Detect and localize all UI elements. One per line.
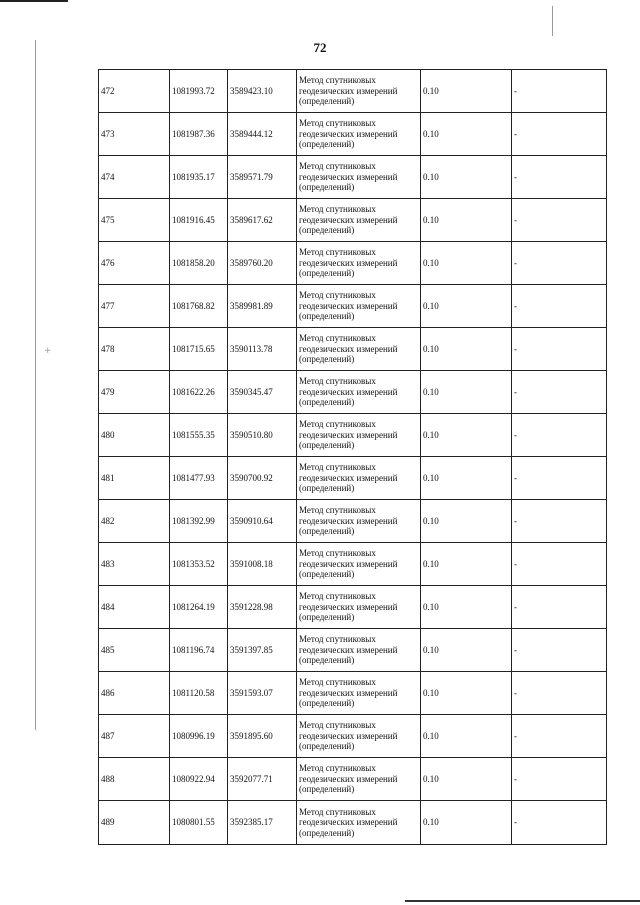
method-text-line: (определений) [299, 569, 355, 580]
table-row [99, 672, 607, 715]
table-row [99, 801, 607, 845]
x-coordinate-cell: 1080922.94 [170, 758, 228, 801]
point-number-cell: 484 [99, 586, 170, 629]
y-coordinate-cell: 3592385.17 [228, 801, 297, 845]
note-cell: - [512, 242, 607, 285]
method-text-line: геодезических измерений [299, 300, 398, 311]
point-number-cell: 483 [99, 543, 170, 586]
method-text-line: (определений) [299, 96, 355, 107]
point-number-cell: 480 [99, 414, 170, 457]
method-text-line: геодезических измерений [299, 429, 398, 440]
method-cell [297, 242, 421, 285]
method-text-line: Метод спутниковых [299, 118, 376, 129]
table-row [99, 328, 607, 371]
method-cell [297, 328, 421, 371]
method-text-line: Метод спутниковых [299, 763, 376, 774]
accuracy-cell: 0.10 [421, 801, 512, 845]
page-number: 72 [313, 40, 327, 55]
y-coordinate-cell: 3590113.78 [228, 328, 297, 371]
method-text-line: (определений) [299, 784, 355, 795]
method-text-line: (определений) [299, 741, 355, 752]
accuracy-cell: 0.10 [421, 586, 512, 629]
point-number-cell: 474 [99, 156, 170, 199]
y-coordinate-cell: 3589571.79 [228, 156, 297, 199]
method-text-line: Метод спутниковых [299, 290, 376, 301]
method-text-line: геодезических измерений [299, 601, 398, 612]
method-text-line: (определений) [299, 612, 355, 623]
note-cell: - [512, 414, 607, 457]
y-coordinate-cell: 3590345.47 [228, 371, 297, 414]
method-text-line: Метод спутниковых [299, 333, 376, 344]
method-text-line: (определений) [299, 483, 355, 494]
x-coordinate-cell: 1081120.58 [170, 672, 228, 715]
note-cell: - [512, 70, 607, 113]
y-coordinate-cell: 3591895.60 [228, 715, 297, 758]
note-cell: - [512, 801, 607, 845]
x-coordinate-cell: 1081858.20 [170, 242, 228, 285]
y-coordinate-cell: 3589981.89 [228, 285, 297, 328]
method-text-line: Метод спутниковых [299, 462, 376, 473]
method-text-line: (определений) [299, 698, 355, 709]
y-coordinate-cell: 3591397.85 [228, 629, 297, 672]
note-cell: - [512, 543, 607, 586]
x-coordinate-cell: 1081196.74 [170, 629, 228, 672]
point-number-cell: 478 [99, 328, 170, 371]
method-text-line: Метод спутниковых [299, 720, 376, 731]
method-text-line: геодезических измерений [299, 773, 398, 784]
method-cell [297, 156, 421, 199]
y-coordinate-cell: 3592077.71 [228, 758, 297, 801]
method-cell [297, 715, 421, 758]
table-row [99, 629, 607, 672]
accuracy-cell: 0.10 [421, 328, 512, 371]
x-coordinate-cell: 1081264.19 [170, 586, 228, 629]
method-text-line: геодезических измерений [299, 386, 398, 397]
x-coordinate-cell: 1081993.72 [170, 70, 228, 113]
method-cell [297, 758, 421, 801]
table-row [99, 113, 607, 156]
x-coordinate-cell: 1081715.65 [170, 328, 228, 371]
point-number-cell: 487 [99, 715, 170, 758]
x-coordinate-cell: 1081987.36 [170, 113, 228, 156]
x-coordinate-cell: 1081768.82 [170, 285, 228, 328]
note-cell: - [512, 715, 607, 758]
method-text-line: Метод спутниковых [299, 806, 376, 817]
scan-edge-bottom [405, 900, 640, 902]
method-text-line: геодезических измерений [299, 558, 398, 569]
note-cell: - [512, 156, 607, 199]
method-text-line: (определений) [299, 397, 355, 408]
table-row [99, 371, 607, 414]
method-text-line: Метод спутниковых [299, 247, 376, 258]
method-cell [297, 543, 421, 586]
point-number-cell: 481 [99, 457, 170, 500]
method-cell [297, 586, 421, 629]
point-number-cell: 476 [99, 242, 170, 285]
y-coordinate-cell: 3589444.12 [228, 113, 297, 156]
method-text-line: (определений) [299, 827, 355, 838]
method-cell [297, 500, 421, 543]
method-text-line: геодезических измерений [299, 644, 398, 655]
accuracy-cell: 0.10 [421, 758, 512, 801]
accuracy-cell: 0.10 [421, 672, 512, 715]
method-cell [297, 414, 421, 457]
scan-edge-top [0, 0, 68, 2]
accuracy-cell: 0.10 [421, 70, 512, 113]
method-text-line: Метод спутниковых [299, 548, 376, 559]
accuracy-cell: 0.10 [421, 285, 512, 328]
accuracy-cell: 0.10 [421, 500, 512, 543]
method-text-line: (определений) [299, 655, 355, 666]
x-coordinate-cell: 1081555.35 [170, 414, 228, 457]
x-coordinate-cell: 1081622.26 [170, 371, 228, 414]
y-coordinate-cell: 3590910.64 [228, 500, 297, 543]
table-row [99, 156, 607, 199]
table-row [99, 242, 607, 285]
table-row [99, 543, 607, 586]
note-cell: - [512, 758, 607, 801]
method-text-line: Метод спутниковых [299, 505, 376, 516]
accuracy-cell: 0.10 [421, 543, 512, 586]
y-coordinate-cell: 3591228.98 [228, 586, 297, 629]
y-coordinate-cell: 3589760.20 [228, 242, 297, 285]
note-cell: - [512, 199, 607, 242]
accuracy-cell: 0.10 [421, 242, 512, 285]
method-text-line: Метод спутниковых [299, 419, 376, 430]
y-coordinate-cell: 3589617.62 [228, 199, 297, 242]
note-cell: - [512, 586, 607, 629]
x-coordinate-cell: 1081392.99 [170, 500, 228, 543]
note-cell: - [512, 500, 607, 543]
method-text-line: геодезических измерений [299, 515, 398, 526]
x-coordinate-cell: 1081353.52 [170, 543, 228, 586]
coordinates-table-body [99, 70, 607, 845]
point-number-cell: 479 [99, 371, 170, 414]
method-text-line: Метод спутниковых [299, 591, 376, 602]
note-cell: - [512, 457, 607, 500]
method-text-line: геодезических измерений [299, 85, 398, 96]
method-text-line: геодезических измерений [299, 730, 398, 741]
point-number-cell: 482 [99, 500, 170, 543]
y-coordinate-cell: 3590510.80 [228, 414, 297, 457]
note-cell: - [512, 371, 607, 414]
x-coordinate-cell: 1081935.17 [170, 156, 228, 199]
table-row [99, 715, 607, 758]
method-cell [297, 672, 421, 715]
note-cell: - [512, 629, 607, 672]
table-row [99, 758, 607, 801]
method-cell [297, 457, 421, 500]
method-text-line: геодезических измерений [299, 171, 398, 182]
accuracy-cell: 0.10 [421, 715, 512, 758]
method-text-line: (определений) [299, 268, 355, 279]
y-coordinate-cell: 3591008.18 [228, 543, 297, 586]
accuracy-cell: 0.10 [421, 414, 512, 457]
table-row [99, 457, 607, 500]
y-coordinate-cell: 3589423.10 [228, 70, 297, 113]
method-text-line: (определений) [299, 311, 355, 322]
method-cell [297, 113, 421, 156]
method-text-line: геодезических измерений [299, 817, 398, 828]
table-row [99, 414, 607, 457]
point-number-cell: 472 [99, 70, 170, 113]
coordinates-table [98, 69, 607, 845]
x-coordinate-cell: 1080801.55 [170, 801, 228, 845]
method-text-line: (определений) [299, 354, 355, 365]
method-text-line: Метод спутниковых [299, 376, 376, 387]
method-text-line: геодезических измерений [299, 343, 398, 354]
y-coordinate-cell: 3590700.92 [228, 457, 297, 500]
table-row [99, 285, 607, 328]
method-cell [297, 371, 421, 414]
point-number-cell: 488 [99, 758, 170, 801]
x-coordinate-cell: 1080996.19 [170, 715, 228, 758]
method-text-line: Метод спутниковых [299, 75, 376, 86]
method-cell [297, 629, 421, 672]
accuracy-cell: 0.10 [421, 457, 512, 500]
scan-top-rule [552, 6, 553, 36]
table-row [99, 586, 607, 629]
method-cell [297, 801, 421, 845]
method-text-line: Метод спутниковых [299, 204, 376, 215]
point-number-cell: 486 [99, 672, 170, 715]
method-text-line: (определений) [299, 440, 355, 451]
method-text-line: (определений) [299, 182, 355, 193]
method-cell [297, 285, 421, 328]
method-text-line: Метод спутниковых [299, 634, 376, 645]
accuracy-cell: 0.10 [421, 199, 512, 242]
table-row [99, 199, 607, 242]
method-text-line: (определений) [299, 526, 355, 537]
accuracy-cell: 0.10 [421, 113, 512, 156]
point-number-cell: 485 [99, 629, 170, 672]
method-text-line: геодезических измерений [299, 687, 398, 698]
point-number-cell: 473 [99, 113, 170, 156]
accuracy-cell: 0.10 [421, 371, 512, 414]
y-coordinate-cell: 3591593.07 [228, 672, 297, 715]
method-text-line: Метод спутниковых [299, 677, 376, 688]
method-cell [297, 70, 421, 113]
x-coordinate-cell: 1081916.45 [170, 199, 228, 242]
table-row [99, 500, 607, 543]
method-text-line: Метод спутниковых [299, 161, 376, 172]
note-cell: - [512, 285, 607, 328]
note-cell: - [512, 328, 607, 371]
accuracy-cell: 0.10 [421, 156, 512, 199]
method-text-line: (определений) [299, 225, 355, 236]
point-number-cell: 477 [99, 285, 170, 328]
method-text-line: геодезических измерений [299, 214, 398, 225]
table-row [99, 70, 607, 113]
scan-margin-rule [35, 40, 36, 730]
method-cell [297, 199, 421, 242]
x-coordinate-cell: 1081477.93 [170, 457, 228, 500]
point-number-cell: 489 [99, 801, 170, 845]
note-cell: - [512, 672, 607, 715]
accuracy-cell: 0.10 [421, 629, 512, 672]
method-text-line: геодезических измерений [299, 472, 398, 483]
note-cell: - [512, 113, 607, 156]
scan-speck: + [44, 346, 52, 356]
point-number-cell: 475 [99, 199, 170, 242]
method-text-line: геодезических измерений [299, 257, 398, 268]
method-text-line: геодезических измерений [299, 128, 398, 139]
method-text-line: (определений) [299, 139, 355, 150]
